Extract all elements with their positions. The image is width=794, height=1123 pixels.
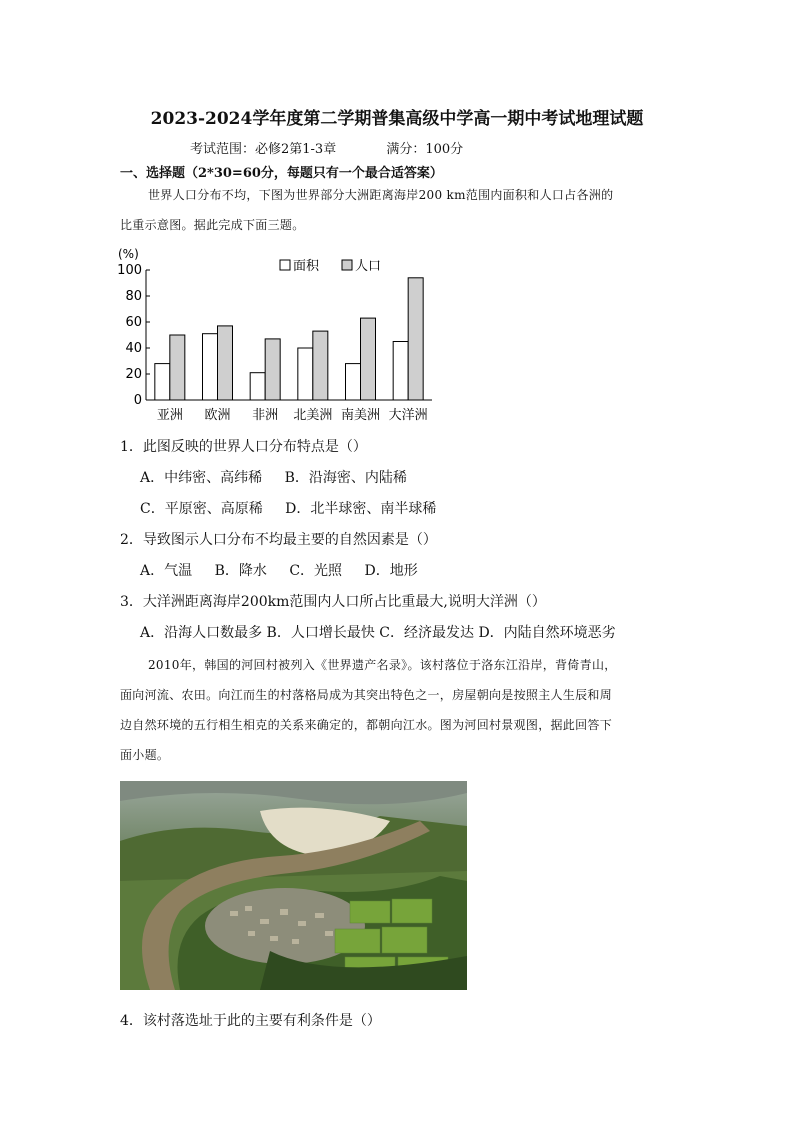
bar-population [170, 335, 185, 400]
intro2-line: 边自然环境的五行相生相克的关系来确定的，都朝向江水。图为河回村景观图，据此回答下 [120, 718, 613, 732]
bar-area [298, 348, 313, 400]
y-tick-label: 100 [117, 263, 142, 278]
bar-population [313, 331, 328, 400]
bar-area [250, 373, 265, 400]
intro1-line: 比重示意图。据此完成下面三题。 [120, 218, 305, 232]
exam-score: 满分：100分 [386, 142, 464, 157]
population-area-bar-chart [110, 242, 440, 426]
x-tick-label: 欧洲 [204, 408, 231, 423]
intro-paragraph-2 [120, 650, 676, 770]
bar-area [346, 364, 361, 400]
section-heading: 一、选择题（2*30=60分，每题只有一个最合适答案） [120, 166, 443, 181]
intro2-line: 面小题。 [120, 748, 170, 762]
y-tick-label: 20 [125, 367, 142, 382]
intro2-line: 面向河流、农田。向江而生的村落格局成为其突出特色之一，房屋朝向是按照主人生辰和周 [120, 688, 613, 702]
option-d[interactable]: D．北半球密、南半球稀 [285, 501, 437, 517]
question-3-options[interactable]: A．沿海人口数最多 B．人口增长最快 C．经济最发达 D．内陆自然环境恶劣 [140, 625, 616, 641]
hahoe-village-aerial-photo [120, 781, 467, 990]
legend-swatch [342, 260, 352, 270]
option-b[interactable]: B．沿海密、内陆稀 [284, 470, 407, 486]
option-a[interactable]: A．气温 [140, 563, 193, 579]
legend-label: 面积 [293, 259, 320, 274]
bar-population [265, 339, 280, 400]
intro-paragraph-1 [120, 180, 676, 240]
option-b[interactable]: B．降水 [214, 563, 267, 579]
question-1: 1．此图反映的世界人口分布特点是（） [120, 439, 367, 455]
y-tick-label: 40 [125, 341, 142, 356]
x-tick-label: 南美洲 [340, 408, 381, 423]
legend [280, 259, 381, 274]
intro1-line: 世界人口分布不均，下图为世界部分大洲距离海岸200 km范围内面积和人口占各洲的 [148, 188, 614, 202]
y-tick-label: 0 [133, 393, 142, 408]
intro2-line: 2010年，韩国的河回村被列入《世界遗产名录》。该村落位于洛东江沿岸，背倚青山， [148, 658, 617, 672]
legend-swatch [280, 260, 290, 270]
question-1-options-row1 [140, 467, 425, 487]
x-tick-label: 非洲 [252, 408, 279, 423]
question-4: 4．该村落选址于此的主要有利条件是（） [120, 1013, 381, 1029]
y-axis-label: (%) [118, 247, 139, 261]
option-a[interactable]: A．中纬密、高纬稀 [140, 470, 263, 486]
legend-label: 人口 [355, 259, 382, 274]
exam-meta [190, 138, 509, 157]
option-d[interactable]: D．地形 [364, 563, 418, 579]
option-c[interactable]: C．平原密、高原稀 [140, 501, 263, 517]
y-tick-label: 80 [125, 289, 142, 304]
question-1-options-row2 [140, 498, 454, 518]
bar-area [155, 364, 170, 400]
bar-population [218, 326, 233, 400]
x-tick-label: 大洋洲 [388, 408, 428, 423]
y-tick-label: 60 [125, 315, 142, 330]
question-3: 3．大洋洲距离海岸200km范围内人口所占比重最大,说明大洋洲（） [120, 594, 546, 610]
page-title: 2023-2024学年度第二学期普集高级中学高一期中考试地理试题 [150, 109, 644, 129]
x-tick-label: 亚洲 [156, 408, 183, 423]
exam-scope: 考试范围：必修2第1-3章 [190, 142, 337, 157]
bar-population [408, 278, 423, 400]
bar-area [393, 342, 408, 401]
option-c[interactable]: C．光照 [289, 563, 343, 579]
bar-population [361, 318, 376, 400]
bar-area [203, 334, 218, 400]
question-2-options [140, 560, 436, 580]
question-2: 2．导致图示人口分布不均最主要的自然因素是（） [120, 532, 437, 548]
x-tick-label: 北美洲 [293, 408, 333, 423]
